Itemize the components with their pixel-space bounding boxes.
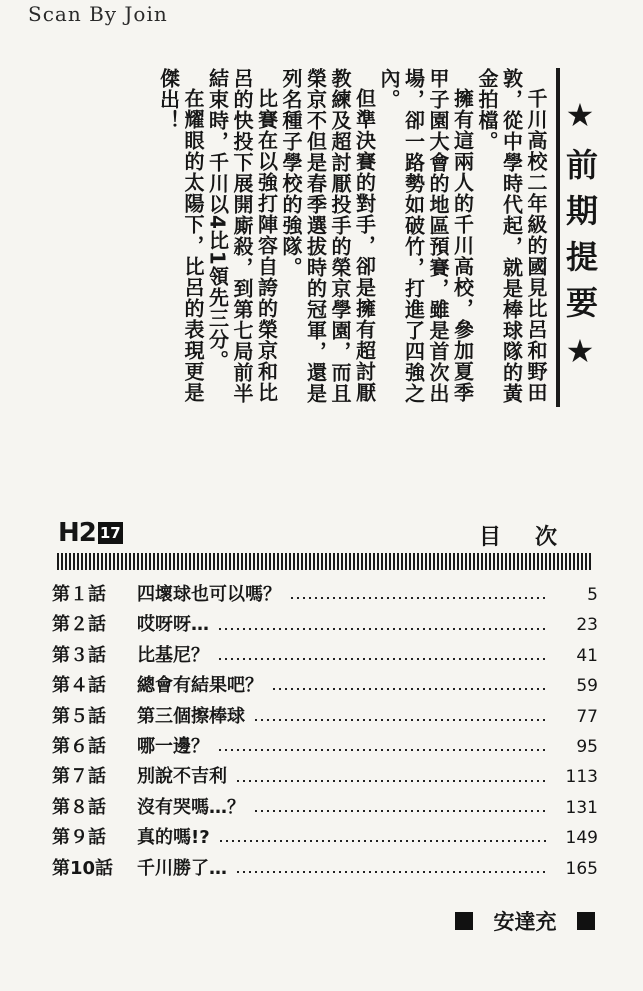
author-credit	[455, 905, 595, 937]
chapter-title: 千川勝了…	[137, 857, 227, 879]
synopsis-paragraph: 但準決賽的對手，卻是擁有超討厭教練及超討厭投手的榮京學園，而且榮京不但是春季選拔時的冠軍，還是列名種子學校的強隊。	[279, 68, 377, 404]
page-number: 149	[565, 828, 598, 849]
page-number: 5	[587, 585, 598, 605]
chapter-title: 哎呀呀…	[137, 614, 209, 636]
chapter-title: 真的嗎!?	[137, 827, 210, 849]
toc-entry[interactable]	[52, 702, 598, 732]
dot-leader	[237, 780, 548, 782]
chapter-title: 哪一邊？	[137, 735, 209, 757]
chapter-title: 比基尼？	[137, 644, 209, 666]
series-logo	[58, 518, 123, 548]
chapter-title: 四壞球也可以嗎？	[137, 584, 281, 605]
chapter-number: 第６話	[52, 735, 106, 757]
page-number: 41	[576, 645, 598, 666]
chapter-number: 第５話	[52, 705, 106, 727]
chapter-number: 第10話	[52, 857, 114, 879]
chapter-number: 第３話	[52, 644, 106, 666]
dot-leader	[237, 871, 548, 873]
dot-leader	[220, 840, 548, 842]
dot-leader	[219, 658, 548, 660]
page-number: 23	[576, 615, 598, 636]
scan-credit: Scan By Join	[28, 2, 168, 26]
toc-entry[interactable]	[52, 823, 598, 853]
chapter-number: 第７話	[52, 766, 106, 788]
black-square-icon	[577, 912, 595, 930]
dot-leader	[219, 628, 548, 630]
series-logo-text: H2	[58, 518, 96, 548]
page-number: 59	[576, 676, 598, 697]
volume-badge: 17	[99, 524, 121, 542]
toc-title: 目次	[478, 525, 591, 550]
synopsis-heading: ★前期提要★	[556, 68, 600, 407]
page-number: 131	[565, 797, 598, 818]
chapter-title: 第三個擦棒球	[137, 705, 245, 727]
chapter-title: 沒有哭嗎…？	[137, 796, 245, 818]
toc-entry[interactable]	[52, 671, 598, 701]
toc-entry[interactable]	[52, 610, 598, 640]
author-name: 安達充	[493, 910, 557, 934]
chapter-number: 第２話	[52, 614, 106, 636]
chapter-number: 第８話	[52, 796, 106, 818]
dot-leader	[291, 597, 548, 599]
black-square-icon	[455, 912, 473, 930]
synopsis-section	[80, 68, 600, 438]
synopsis-body	[80, 68, 548, 413]
page-number: 165	[565, 858, 598, 879]
synopsis-paragraph: 比賽在以強打陣容自誇的榮京和比呂的快投下展開廝殺，到第七局前半結束時，千川以4比1領先三分。	[205, 68, 279, 404]
decorative-rule	[57, 553, 593, 570]
chapter-number: 第９話	[52, 827, 106, 849]
toc-entry[interactable]	[52, 732, 598, 762]
toc-header	[58, 518, 593, 548]
chapter-number: 第４話	[52, 675, 106, 697]
dot-leader	[219, 749, 548, 751]
chapter-title: 別說不吉利	[137, 766, 227, 788]
dot-leader	[273, 688, 548, 690]
synopsis-paragraph: 擁有這兩人的千川高校，參加夏季甲子園大會的地區預賽，雖是首次出場，卻一路勢如破竹，打進了四強之內。	[377, 68, 475, 404]
toc-entry[interactable]	[52, 762, 598, 792]
toc-list	[52, 580, 598, 884]
toc-entry[interactable]	[52, 641, 598, 671]
toc-entry[interactable]	[52, 854, 598, 884]
synopsis-paragraph: 在耀眼的太陽下，比呂的表現更是傑出！	[156, 68, 205, 403]
page-number: 95	[576, 736, 598, 757]
toc-entry[interactable]	[52, 580, 598, 610]
chapter-title: 總會有結果吧？	[137, 675, 263, 697]
toc-entry[interactable]	[52, 793, 598, 823]
dot-leader	[255, 810, 548, 812]
page-number: 77	[576, 706, 598, 727]
dot-leader	[255, 719, 548, 721]
page-number: 113	[565, 767, 598, 788]
synopsis-paragraph: 千川高校二年級的國見比呂和野田敦，從中學時代起，就是棒球隊的黃金拍檔。	[475, 68, 548, 404]
chapter-number: 第１話	[52, 584, 106, 605]
